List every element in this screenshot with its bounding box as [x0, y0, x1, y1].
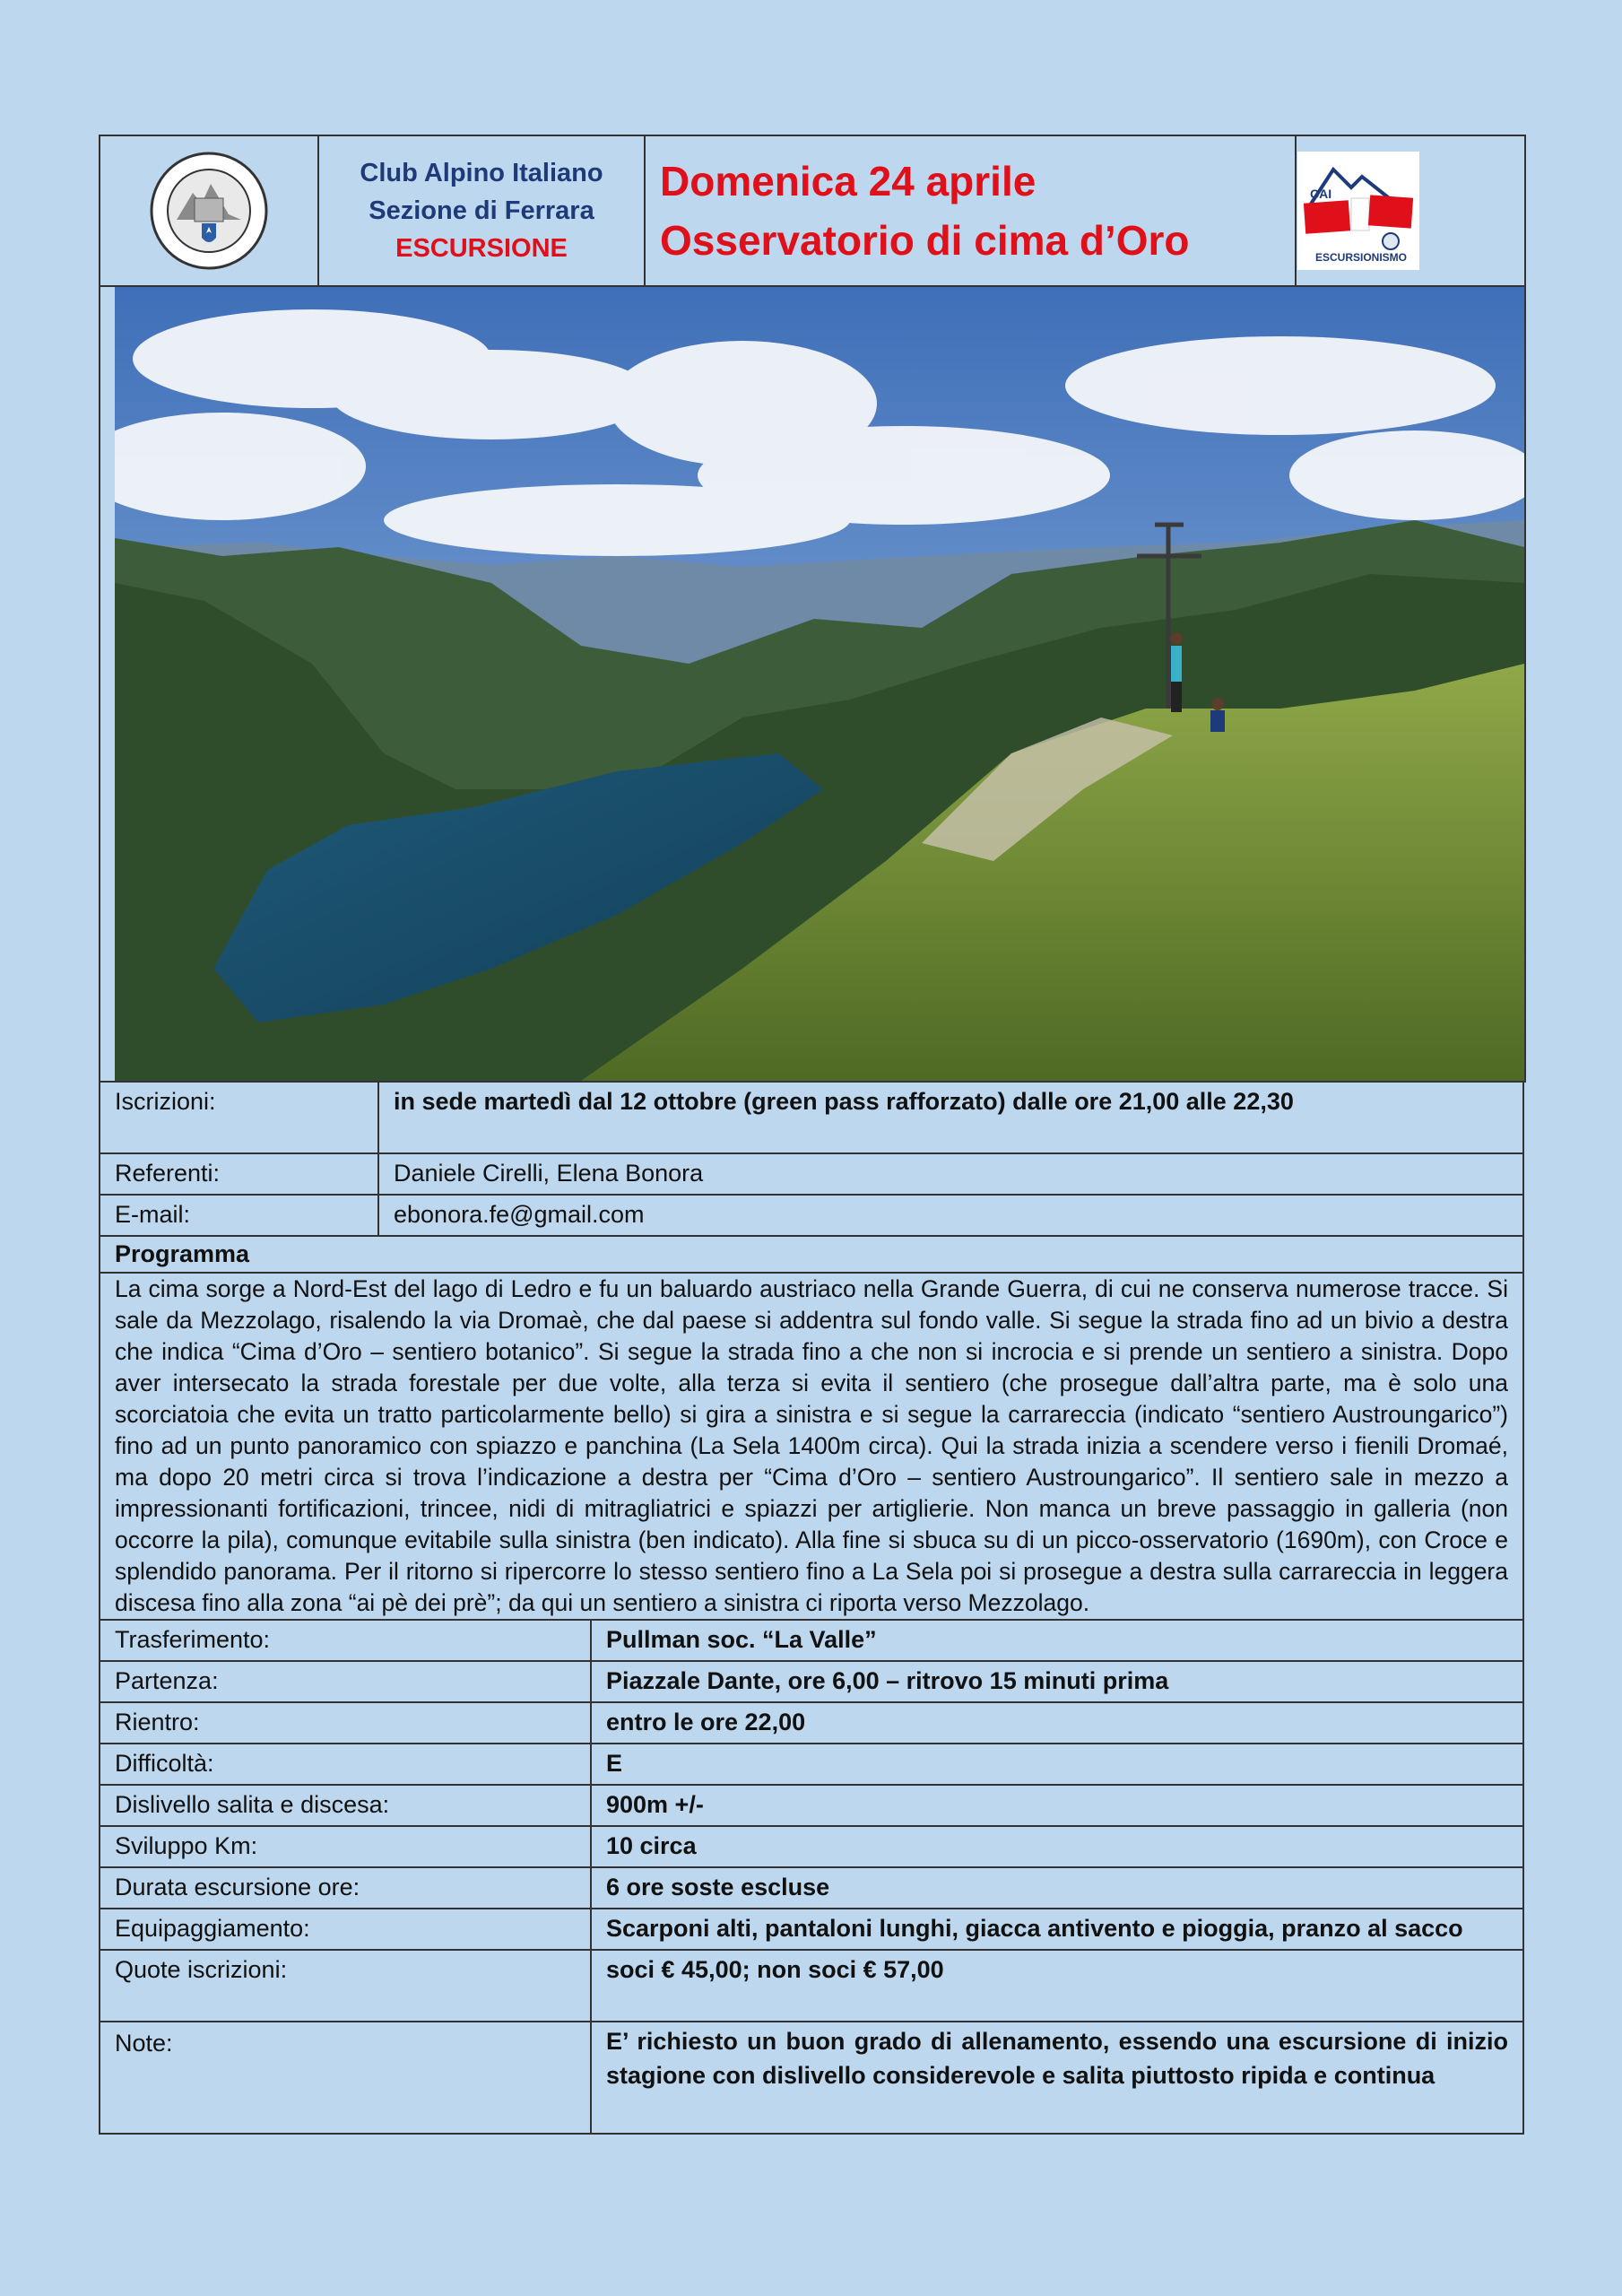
detail-value: Pullman soc. “La Valle” [591, 1620, 1523, 1661]
detail-value: 900m +/- [591, 1785, 1523, 1826]
detail-row-equipaggiamento [100, 1909, 1523, 1950]
detail-row-note [100, 2022, 1523, 2134]
detail-row-durata [100, 1867, 1523, 1909]
seal-cell [100, 135, 318, 286]
email-value[interactable]: ebonora.fe@gmail.com [378, 1195, 1523, 1236]
club-name-cell [318, 135, 645, 286]
cai-ferrara-seal-icon [146, 148, 272, 274]
programma-table [99, 1235, 1524, 1621]
svg-text:CAI: CAI [1310, 187, 1332, 201]
detail-value: 6 ore soste escluse [591, 1867, 1523, 1909]
title-cell [645, 135, 1296, 286]
club-section: Sezione di Ferrara [369, 196, 594, 225]
referenti-label: Referenti: [100, 1153, 378, 1195]
details-table [99, 1619, 1524, 2135]
detail-label: Dislivello salita e discesa: [100, 1785, 591, 1826]
detail-label: Difficoltà: [100, 1744, 591, 1785]
detail-label: Partenza: [100, 1661, 591, 1702]
detail-value: Piazzale Dante, ore 6,00 – ritrovo 15 minuti prima [591, 1661, 1523, 1702]
landscape-photo [115, 287, 1524, 1081]
detail-label: Durata escursione ore: [100, 1867, 591, 1909]
detail-label: Equipaggiamento: [100, 1909, 591, 1950]
detail-value: 10 circa [591, 1826, 1523, 1867]
detail-row-quote [100, 1950, 1523, 2022]
photo-cell [100, 286, 1525, 1082]
detail-label: Trasferimento: [100, 1620, 591, 1661]
referenti-value: Daniele Cirelli, Elena Bonora [378, 1153, 1523, 1195]
detail-label: Quote iscrizioni: [100, 1950, 591, 2022]
excursion-flyer [99, 135, 1524, 2135]
svg-text:ESCURSIONISMO: ESCURSIONISMO [1315, 251, 1408, 264]
contact-table [99, 1081, 1524, 1237]
detail-label: Sviluppo Km: [100, 1826, 591, 1867]
detail-value: E [591, 1744, 1523, 1785]
programma-text: La cima sorge a Nord-Est del lago di Ledro e fu un baluardo austriaco nella Grande Guerra, di cui ne conserva numerose tracce. Si sale da Mezzolago, risalendo la via Dromaè, che dal paese si addentra sul fondo valle. Si segue la strada fino ad un bivio a destra che indica “Cima d’Oro – sentiero botanico”. Si segue la strada fino a che non si incrocia e si prende un sentiero a sinistra. Dopo aver intersecato la strada forestale per due volte, alla terza si evita il sentiero (che prosegue dall’altra parte, ma è solo una scorciatoia che evita un tratto particolarmente bello) si gira a sinistra e si segue la carrareccia (indicato “sentiero Austroungarico”) fino ad un punto panoramico con spiazzo e panchina (La Sela 1400m circa). Qui la strada inizia a scendere verso i fienili Dromaé, ma dopo 20 metri circa si trova l’indicazione a destra per “Cima d’Oro – sentiero Austroungarico”. Il sentiero sale in mezzo a impressionanti fortificazioni, trincee, nidi di mitragliatrici e spiazzi per artiglierie. Non manca un breve passaggio in galleria (non occorre la pila), comunque evitabile sulla sinistra (ben indicato). Alla fine si sbuca su di un picco-osservatorio (1690m), con Croce e splendido panorama. Per il ritorno si ripercorre lo stesso sentiero fino a La Sela poi si prosegue a destra sulla carrareccia in leggera discesa fino alla zona “ai pè dei prè”; da qui un sentiero a sinistra ci riporta verso Mezzolago. [100, 1273, 1523, 1620]
detail-value: soci € 45,00; non soci € 57,00 [591, 1950, 1523, 2022]
detail-value: Scarponi alti, pantaloni lunghi, giacca antivento e pioggia, pranzo al sacco [591, 1909, 1523, 1950]
detail-row-sviluppo [100, 1826, 1523, 1867]
cai-escursionismo-logo-icon [1297, 152, 1419, 270]
event-title: Osservatorio di cima d’Oro [660, 217, 1190, 264]
cai-logo-cell [1296, 135, 1525, 286]
detail-row-partenza [100, 1661, 1523, 1702]
iscrizioni-label: Iscrizioni: [100, 1082, 378, 1153]
iscrizioni-value: in sede martedì dal 12 ottobre (green pass rafforzato) dalle ore 21,00 alle 22,30 [378, 1082, 1523, 1153]
header-table [99, 135, 1526, 1083]
email-label: E-mail: [100, 1195, 378, 1236]
detail-label: Rientro: [100, 1702, 591, 1744]
programma-heading: Programma [100, 1236, 1523, 1273]
detail-row-trasferimento [100, 1620, 1523, 1661]
detail-value: E’ richiesto un buon grado di allenamento, essendo una escursione di inizio stagione con dislivello considerevole e salita piuttosto ripida e continua [591, 2022, 1523, 2134]
event-type: ESCURSIONE [395, 234, 568, 263]
detail-row-rientro [100, 1702, 1523, 1744]
club-name: Club Alpino Italiano [360, 159, 603, 187]
detail-label: Note: [100, 2022, 591, 2134]
event-date: Domenica 24 aprile [660, 158, 1037, 204]
detail-row-dislivello [100, 1785, 1523, 1826]
detail-value: entro le ore 22,00 [591, 1702, 1523, 1744]
detail-row-difficolta [100, 1744, 1523, 1785]
